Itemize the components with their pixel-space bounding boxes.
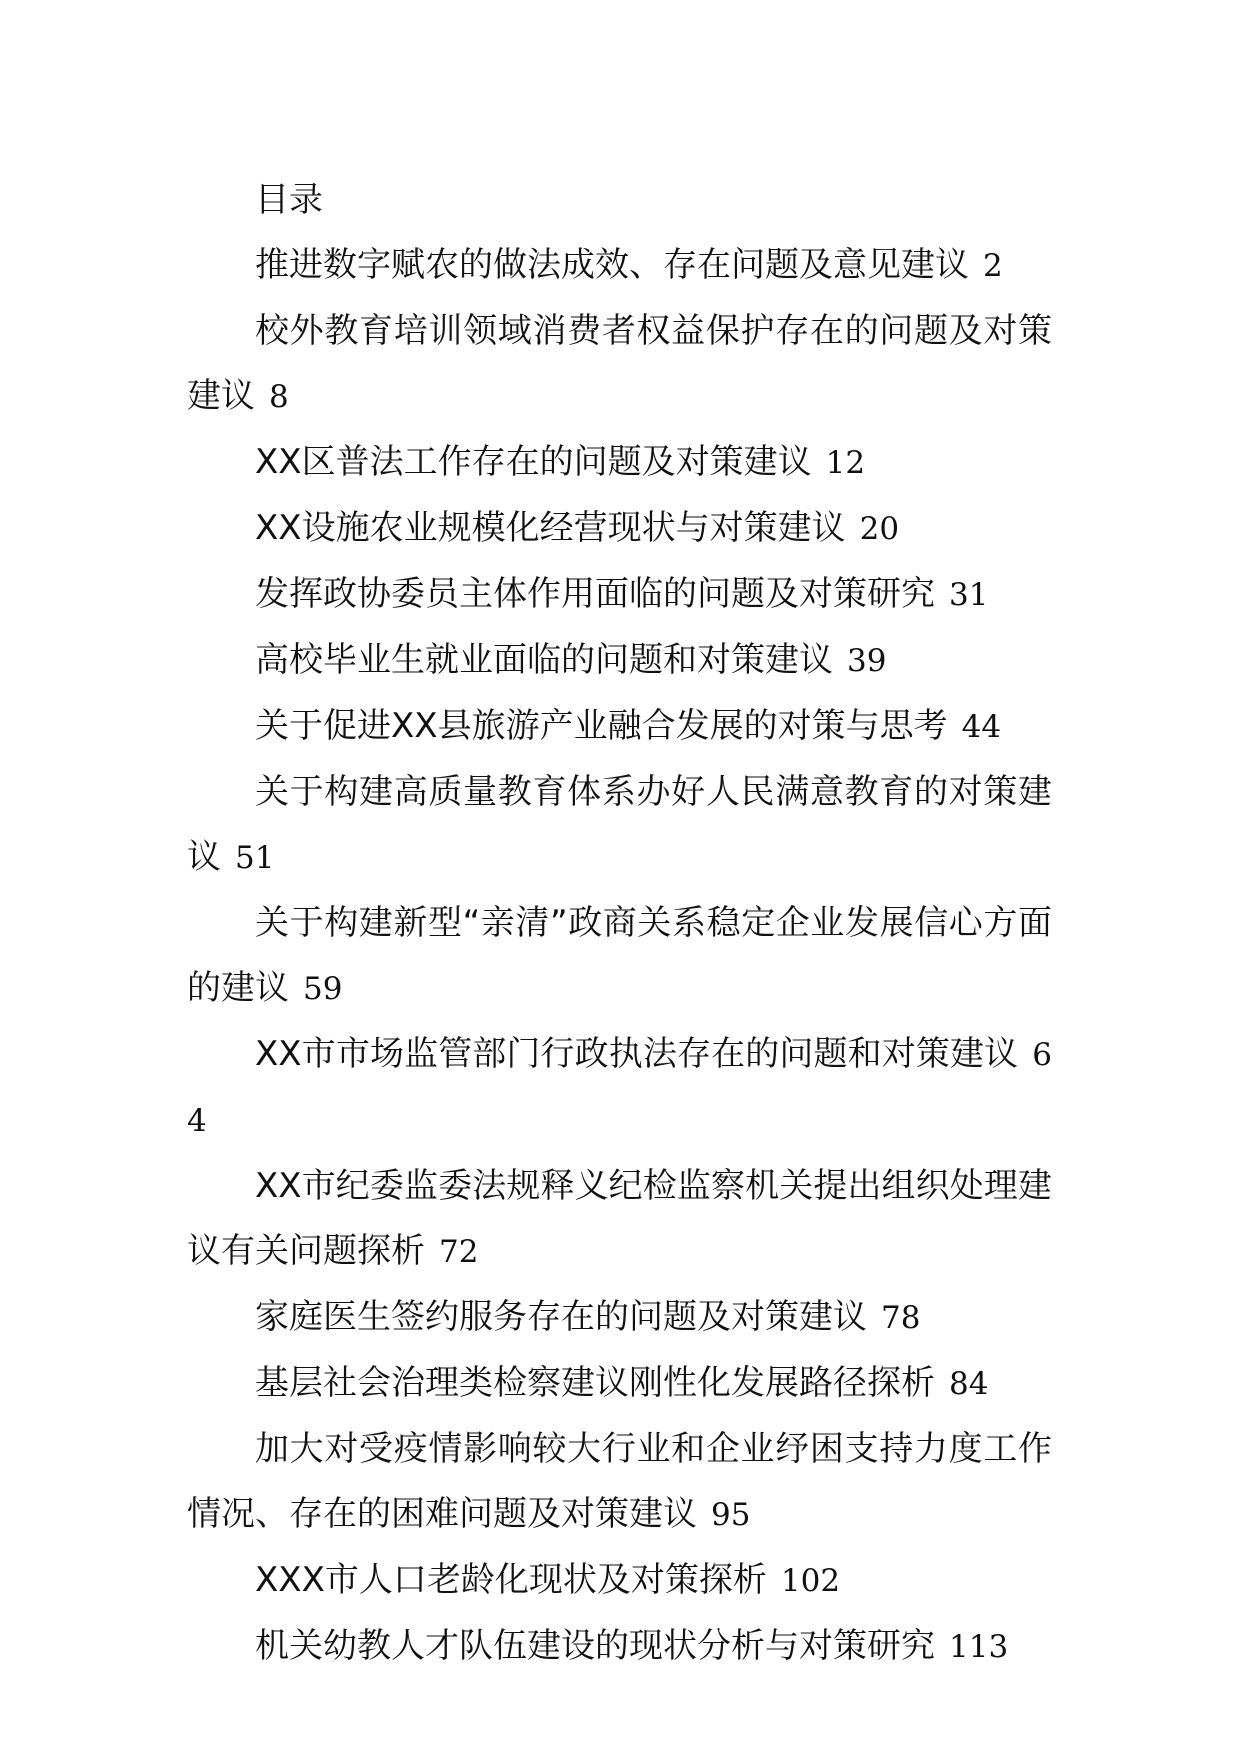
- toc-entry-page-number: 39: [847, 643, 887, 679]
- table-of-contents: [187, 168, 1052, 1680]
- toc-entry-title: XX设施农业规模化经营现状与对策建议: [255, 508, 846, 548]
- toc-entry-title: XX市纪委监委法规释义纪检监察机关提出组织处理建议有关问题探析: [187, 1166, 1052, 1271]
- toc-entry-title: XXX市人口老龄化现状及对策探析: [255, 1560, 767, 1600]
- toc-entry[interactable]: [187, 628, 1052, 694]
- toc-entry[interactable]: [187, 496, 1052, 562]
- toc-entry-page-number: 31: [949, 577, 989, 613]
- toc-entry[interactable]: [187, 1351, 1052, 1417]
- toc-entry-page-number: 72: [439, 1234, 479, 1270]
- toc-entry[interactable]: [187, 1417, 1052, 1548]
- toc-entry-page-number: 2: [983, 248, 1003, 284]
- toc-entry-page-number: 113: [949, 1629, 1009, 1665]
- toc-entry[interactable]: [187, 430, 1052, 496]
- toc-entry-page-number: 84: [949, 1366, 989, 1402]
- toc-entry-page-number: 102: [780, 1563, 841, 1599]
- toc-entry-title: 推进数字赋农的做法成效、存在问题及意见建议: [255, 245, 969, 285]
- toc-entry-page-number: 20: [859, 511, 900, 547]
- toc-entry-title: 加大对受疫情影响较大行业和企业纾困支持力度工作情况、存在的困难问题及对策建议: [187, 1429, 1052, 1534]
- toc-title: 目录: [255, 180, 323, 220]
- toc-entry-page-number: 64: [187, 1037, 1052, 1139]
- toc-entry-title: 基层社会治理类检察建议刚性化发展路径探析: [255, 1363, 935, 1403]
- toc-entry-title: XX区普法工作存在的问题及对策建议: [255, 442, 812, 482]
- toc-entry[interactable]: [187, 1614, 1052, 1680]
- toc-entry[interactable]: [187, 1548, 1052, 1614]
- toc-entry[interactable]: [187, 1022, 1052, 1154]
- toc-entry-title: 关于构建新型“亲清”政商关系稳定企业发展信心方面的建议: [187, 903, 1052, 1008]
- toc-entry-title: 关于促进XX县旅游产业融合发展的对策与思考: [255, 706, 948, 746]
- toc-entry[interactable]: [187, 694, 1052, 760]
- toc-entry-page-number: 44: [961, 709, 1002, 745]
- toc-entry[interactable]: [187, 891, 1052, 1022]
- toc-entry-page-number: 59: [303, 971, 343, 1007]
- toc-entry-title: 校外教育培训领域消费者权益保护存在的问题及对策建议: [187, 311, 1052, 416]
- toc-entry-title: 高校毕业生就业面临的问题和对策建议: [255, 640, 833, 680]
- toc-entry-page-number: 12: [825, 445, 866, 481]
- toc-entry-title: 关于构建高质量教育体系办好人民满意教育的对策建议: [187, 772, 1052, 877]
- toc-entry-page-number: 95: [711, 1497, 751, 1533]
- toc-entry-title: 机关幼教人才队伍建设的现状分析与对策研究: [255, 1626, 935, 1666]
- toc-entry-title: 发挥政协委员主体作用面临的问题及对策研究: [255, 574, 935, 614]
- toc-entry-title: XX市市场监管部门行政执法存在的问题和对策建议: [255, 1034, 1019, 1074]
- toc-entries: [187, 233, 1052, 1680]
- toc-entry[interactable]: [187, 299, 1052, 430]
- toc-entry[interactable]: [187, 562, 1052, 628]
- toc-entry-title: 家庭医生签约服务存在的问题及对策建议: [255, 1297, 867, 1337]
- toc-entry-page-number: 78: [881, 1300, 921, 1336]
- toc-entry[interactable]: [187, 760, 1052, 891]
- toc-entry[interactable]: [187, 1154, 1052, 1285]
- toc-entry-page-number: 8: [269, 379, 289, 415]
- toc-entry[interactable]: [187, 233, 1052, 299]
- toc-entry[interactable]: [187, 1285, 1052, 1351]
- toc-entry-page-number: 51: [235, 840, 275, 876]
